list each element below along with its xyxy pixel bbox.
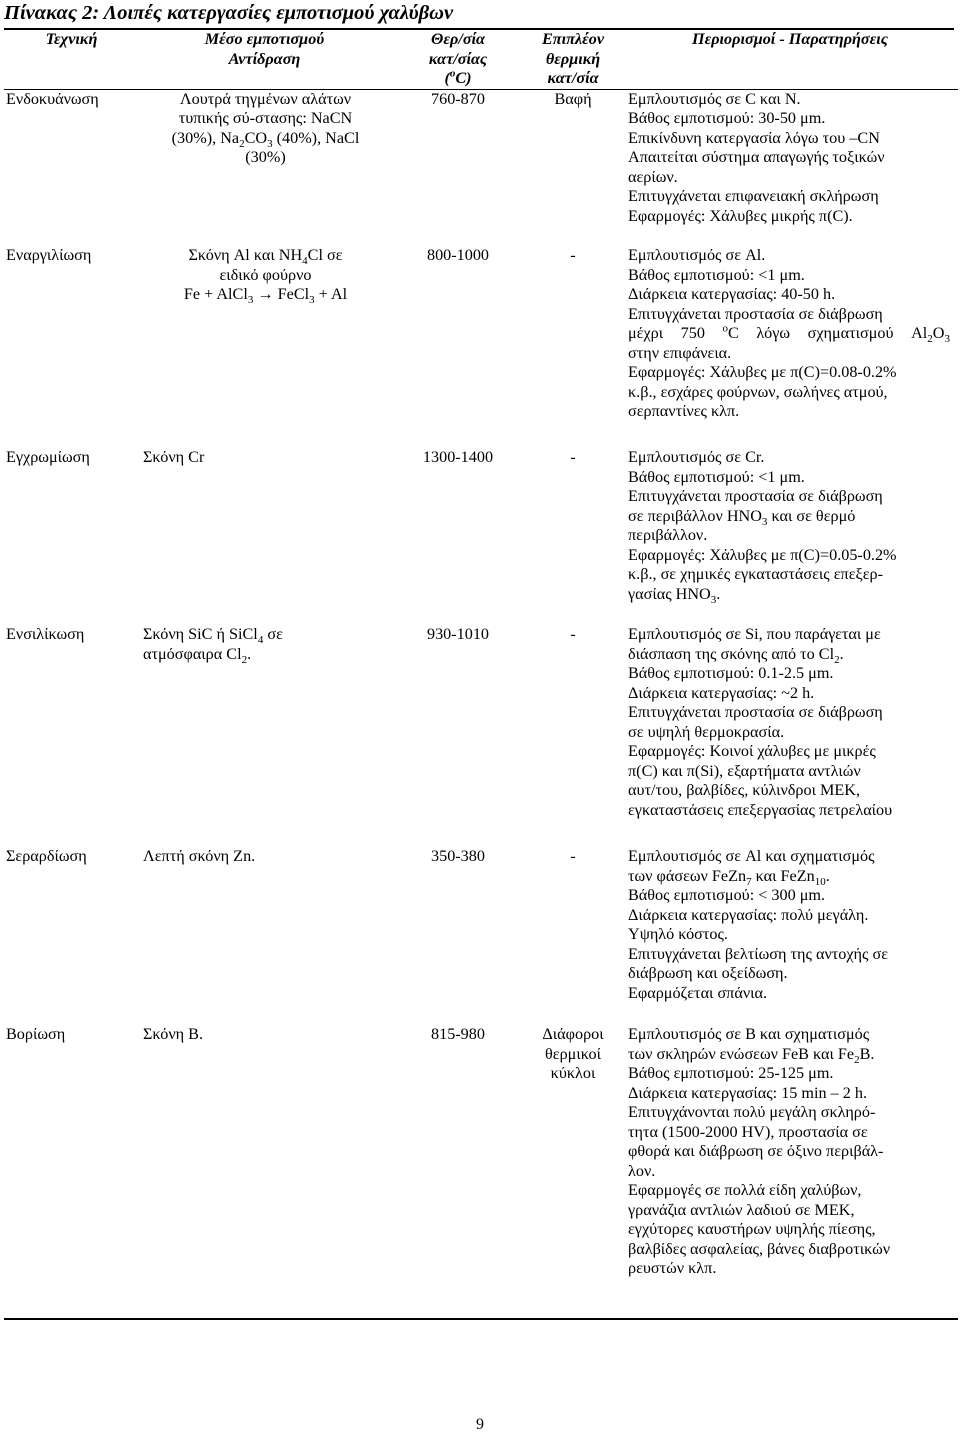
cell-heat: -	[570, 246, 576, 264]
header-technique: Τεχνική	[45, 30, 98, 48]
cell-temperature: 760-870	[431, 89, 485, 108]
cell-heat: Βαφή	[554, 89, 592, 108]
header-temperature: Θερ/σία κατ/σίας ($^o$C)	[428, 30, 488, 87]
header-medium: Μέσο εμποτισμού Αντίδραση	[204, 30, 325, 68]
treatments-table	[4, 30, 958, 1320]
cell-heat: -	[570, 847, 576, 865]
table-row	[4, 625, 958, 847]
cell-notes: Εμπλουτισμός σε B και σχηματισμός των σκληρών ενώσεων FeB και $Fe_2B$. Βάθος εμποτισμού: 25-125 μm. Διάρκεια κατεργασίας: 15 min – 2 h. Επιτυγχάνονται πολύ μεγάλη σκληρό- τητα (1500-2000 HV), προστασία σε φθορά και διάβρωση σε όξινο περιβάλ- λον. Εφαρμογές σε πολλά είδη χαλύβων, γρανάζια αντλιών λαδιού σε ΜΕΚ, εγχύτορες καυστήρων υψηλής πίεσης, βαλβίδες ασφαλείας, βάνες διαβροτικών ρευστών κλπ.	[628, 1025, 891, 1277]
page-title: Πίνακας 2: Λοιπές κατεργασίες εμποτισμού χαλύβων	[4, 2, 954, 30]
cell-temperature: 800-1000	[426, 246, 490, 264]
table-header-row	[4, 30, 958, 89]
cell-notes: Εμπλουτισμός σε Al. Βάθος εμποτισμού: <1 μm. Διάρκεια κατεργασίας: 40-50 h. Επιτυγχάνεται προστασία σε διάβρωση μέχρι 750 $^o$C λόγω σχηματισμού $Al_2O_3$ στην επιφάνεια. Εφαρμογές: Χάλυβες με π(C)=0.08-0.2% κ.β., εσχάρες φούρνων, σωλήνες ατμού, σερπαντίνες κλπ.	[628, 246, 950, 420]
cell-medium: Σκόνη Al και $NH_4Cl$ σε ειδικό φούρνο Fe + AlCl$_3$ → FeCl$_3$ + Al	[183, 246, 348, 307]
table-row	[4, 246, 958, 448]
cell-heat: Διάφοροι θερμικοί κύκλοι	[542, 1025, 604, 1082]
header-heat-treatment: Επιπλέον θερμική κατ/σία	[541, 30, 605, 87]
cell-heat: -	[570, 448, 576, 466]
table-row	[4, 847, 958, 1025]
cell-technique: Βορίωση	[6, 1025, 66, 1043]
arrow-icon: →	[253, 285, 278, 303]
cell-notes: Εμπλουτισμός σε Si, που παράγεται με διάσπαση της σκόνης από το $Cl_2$. Βάθος εμποτισμού: 0.1-2.5 μm. Διάρκεια κατεργασίας: ~2 h. Επιτυγχάνεται προστασία σε διάβρωση σε υψηλή θερμοκρασία. Εφαρμογές: Κοινοί χάλυβες με μικρές π(C) και π(Si), εξαρτήματα αντλιών αυτ/του, βαλβίδες, κύλινδροι ΜΕΚ, εγκαταστάσεις επεξεργασίας πετρελαίου	[628, 625, 893, 819]
cell-temperature: 1300-1400	[422, 448, 494, 466]
cell-technique: Εγχρωμίωση	[6, 448, 90, 466]
cell-heat: -	[570, 625, 576, 643]
cell-notes: Εμπλουτισμός σε C και N. Βάθος εμποτισμού: 30-50 μm. Επικίνδυνη κατεργασία λόγω του –CN Απαιτείται σύστημα απαγωγής τοξικών αερίων. Επιτυγχάνεται επιφανειακή σκλήρωση Εφαρμογές: Χάλυβες μικρής π(C).	[628, 89, 885, 225]
cell-notes: Εμπλουτισμός σε Al και σχηματισμός των φάσεων FeZn$_7$ και FeZn$_{10}$. Βάθος εμποτισμού: < 300 μm. Διάρκεια κατεργασίας: πολύ μεγάλη. Υψηλό κόστος. Επιτυγχάνεται βελτίωση της αντοχής σε διάβρωση και οξείδωση. Εφαρμόζεται σπάνια.	[628, 847, 888, 1002]
table-row	[4, 448, 958, 625]
page-number: 9	[476, 1416, 484, 1433]
cell-medium: Σκόνη SiC ή SiCl$_4$ σε ατμόσφαιρα $Cl_2$.	[143, 625, 283, 666]
cell-notes: Εμπλουτισμός σε Cr. Βάθος εμποτισμού: <1 μm. Επιτυγχάνεται προστασία σε διάβρωση σε περιβάλλον $HNO_3$ και σε θερμό περιβάλλον. Εφαρμογές: Χάλυβες με π(C)=0.05-0.2% κ.β., σε χημικές εγκαταστάσεις επεξερ- γασίας $HNO_3$.	[628, 448, 897, 606]
table-row	[4, 1025, 958, 1319]
cell-temperature: 815-980	[431, 1025, 485, 1043]
table-row	[4, 89, 958, 246]
cell-medium: Λουτρά τηγμένων αλάτων τυπικής σύ-στασης: NaCN (30%), $Na_2CO_3$ (40%), NaCl (30%)	[171, 89, 360, 166]
cell-medium: Σκόνη B.	[143, 1025, 203, 1043]
cell-technique: Εναργιλίωση	[6, 246, 92, 264]
cell-temperature: 930-1010	[426, 625, 490, 643]
cell-technique: Ενδοκυάνωση	[6, 89, 99, 108]
cell-technique: Ενσιλίκωση	[6, 625, 85, 643]
cell-medium: Λεπτή σκόνη Zn.	[143, 847, 256, 865]
cell-technique: Σεραρδίωση	[6, 847, 87, 865]
cell-temperature: 350-380	[431, 847, 485, 865]
header-notes: Περιορισμοί - Παρατηρήσεις	[691, 30, 888, 48]
cell-medium: Σκόνη Cr	[143, 448, 205, 466]
